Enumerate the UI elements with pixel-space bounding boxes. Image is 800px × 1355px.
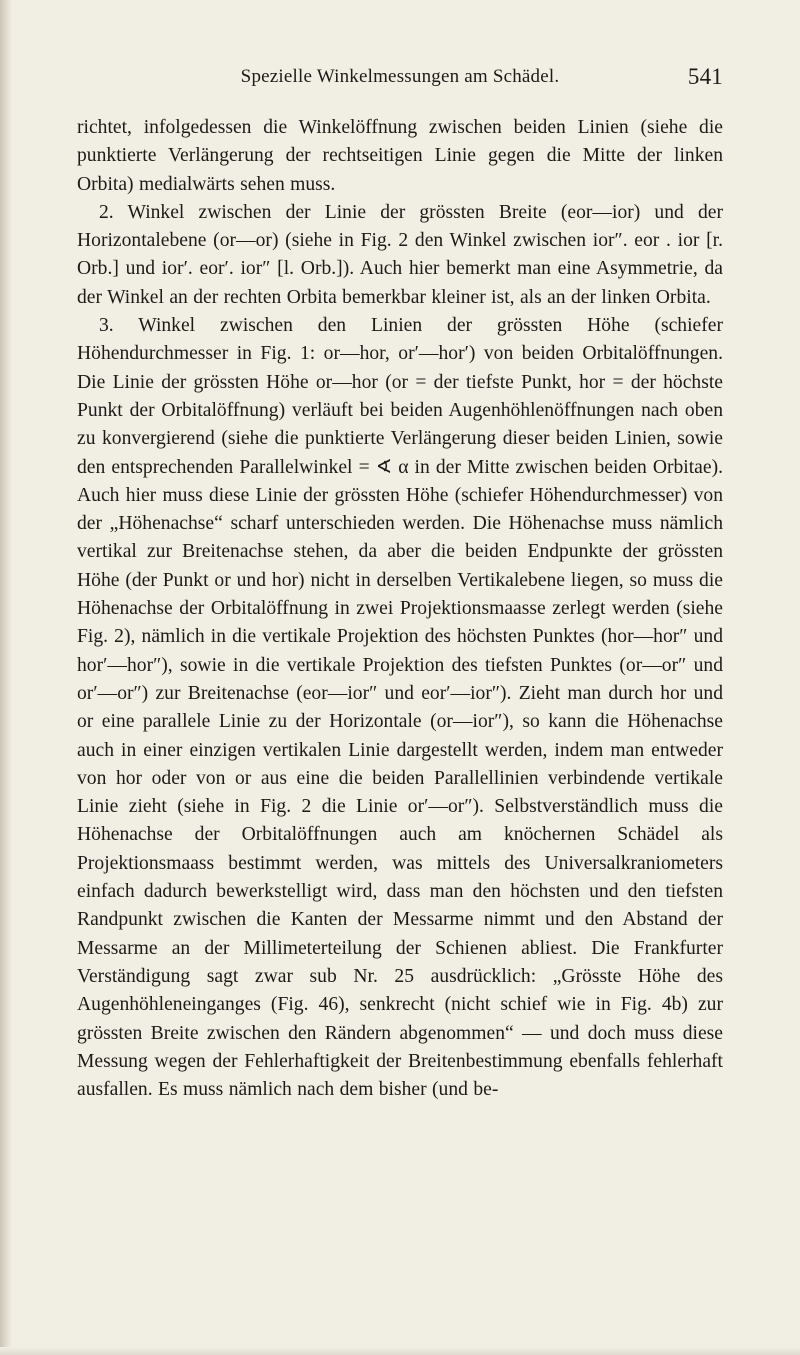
book-page	[77, 64, 723, 1104]
running-title: Spezielle Winkelmessungen am Schädel.	[240, 66, 560, 87]
page-gutter-shadow	[0, 0, 12, 1355]
running-head	[77, 64, 723, 94]
body-text	[77, 114, 723, 1104]
paragraph: richtet, infolgedessen die Winkelöffnung zwischen beiden Linien (siehe die punktierte Verlängerung der rechtseitigen Linie gegen die Mitte der linken Orbita) medialwärts sehen muss.	[77, 117, 723, 195]
page-number: 541	[687, 64, 723, 89]
page-bottom-edge	[0, 1347, 800, 1355]
paragraph: 2. Winkel zwischen der Linie der grössten Breite (eor—ior) und der Horizontalebene (or—or) (siehe in Fig. 2 den Winkel zwischen ior″. eor . ior [r. Orb.] und ior′. eor′. ior″ [l. Orb.]). Auch hier bemerkt man eine Asymmetrie, da der Winkel an der rechten Orbita bemerkbar kleiner ist, als an der linken Orbita.	[77, 201, 723, 308]
paragraph: 3. Winkel zwischen den Linien der grössten Höhe (schiefer Höhendurchmesser in Fig. 1: or—hor, or′—hor′) von beiden Orbitalöffnungen. Die Linie der grössten Höhe or—hor (or = der tiefste Punkt, hor = der höchste Punkt der Orbitalöffnung) verläuft bei beiden Augenhöhlenöffnungen nach oben zu konvergierend (siehe die punktierte Verlängerung dieser beiden Linien, sowie den entsprechenden Parallelwinkel = ∢ α in der Mitte zwischen beiden Orbitae). Auch hier muss diese Linie der grössten Höhe (schiefer Höhendurchmesser) von der „Höhenachse“ scharf unterschieden werden. Die Höhenachse muss nämlich vertikal zur Breitenachse stehen, da aber die beiden Endpunkte der grössten Höhe (der Punkt or und hor) nicht in derselben Vertikalebene liegen, so muss die Höhenachse der Orbitalöffnung in zwei Projektionsmaasse zerlegt werden (siehe Fig. 2), nämlich in die vertikale Projektion des höchsten Punktes (hor—hor″ und hor′—hor″), sowie in die vertikale Projektion des tiefsten Punktes (or—or″ und or′—or″) zur Breitenachse (eor—ior″ und eor′—ior″). Zieht man durch hor und or eine parallele Linie zu der Horizontale (or—ior″), so kann die Höhenachse auch in einer einzigen vertikalen Linie dargestellt werden, indem man entweder von hor oder von or aus eine die beiden Parallellinien verbindende vertikale Linie zieht (siehe in Fig. 2 die Linie or′—or″). Selbstverständlich muss die Höhenachse der Orbitalöffnungen auch am knöchernen Schädel als Projektionsmaass bestimmt werden, was mittels des Universalkraniometers einfach dadurch bewerkstelligt wird, dass man den höchsten und den tiefsten Randpunkt zwischen die Kanten der Messarme nimmt und den Abstand der Messarme an der Millimeterteilung der Schienen abliest. Die Frankfurter Verständigung sagt zwar sub Nr. 25 ausdrücklich: „Grösste Höhe des Augenhöhleneinganges (Fig. 46), senkrecht (nicht schief wie in Fig. 4b) zur grössten Breite zwischen den Rändern abgenommen“ — und doch muss diese Messung wegen der Fehlerhaftigkeit der Breitenbestimmung ebenfalls fehlerhaft ausfallen. Es muss nämlich nach dem bisher (und be-	[77, 315, 723, 1101]
